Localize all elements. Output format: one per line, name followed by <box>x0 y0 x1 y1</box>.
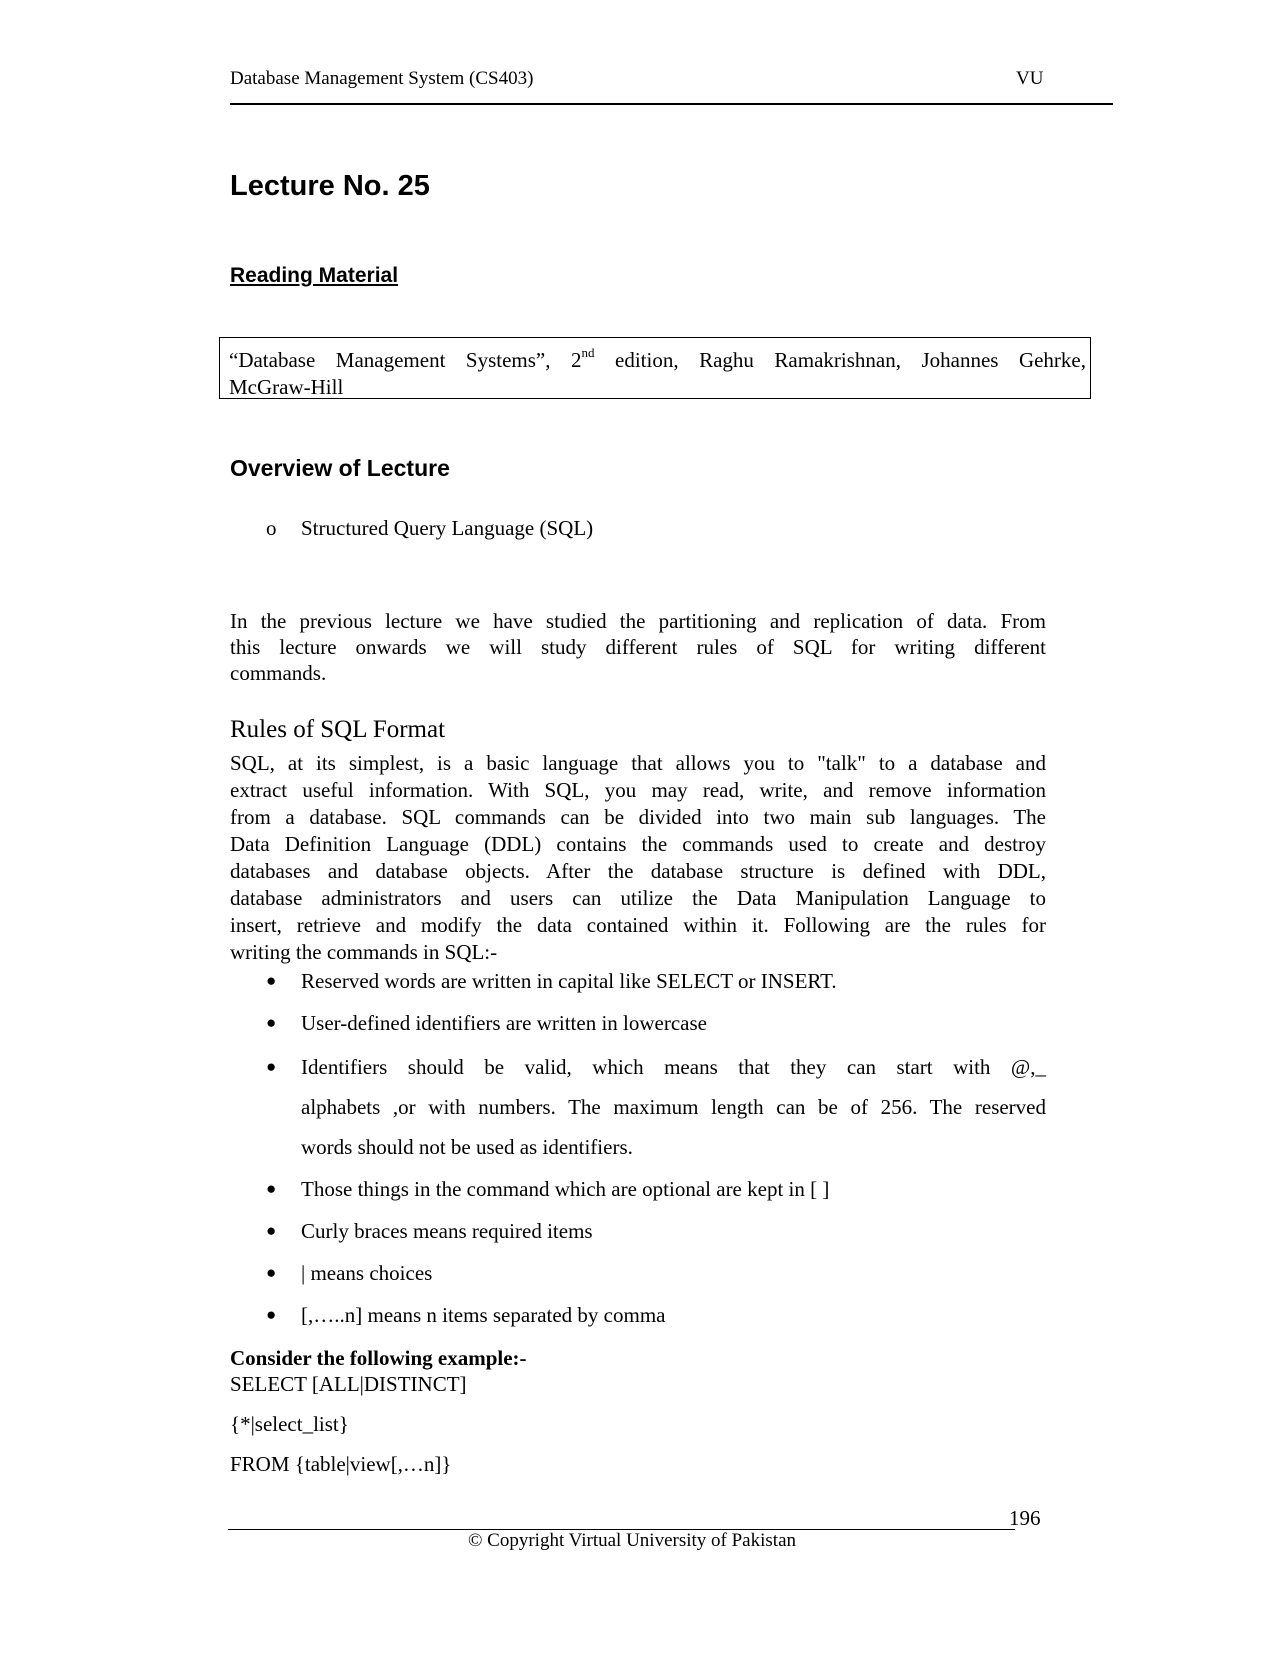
bullet-icon: ● <box>266 1263 277 1282</box>
rule-bullet: Curly braces means required items <box>301 1219 593 1243</box>
reference-superscript: nd <box>581 345 595 360</box>
rules-paragraph-line: Data Definition Language (DDL) contains the commands used to create and destroy <box>230 832 1046 856</box>
example-code-line: SELECT [ALL|DISTINCT] <box>230 1372 467 1396</box>
lecture-title: Lecture No. 25 <box>230 170 430 202</box>
bullet-icon: ● <box>266 971 277 990</box>
rules-paragraph-line: writing the commands in SQL:- <box>230 940 498 964</box>
rule-bullet: Identifiers should be valid, which means that they can start with @,_ <box>301 1055 1046 1079</box>
intro-line: In the previous lecture we have studied the partitioning and replication of data. From <box>230 609 1046 633</box>
rule-bullet: Those things in the command which are optional are kept in [ ] <box>301 1177 830 1201</box>
rules-heading: Rules of SQL Format <box>230 716 446 743</box>
example-heading: Consider the following example:- <box>230 1346 527 1370</box>
rules-paragraph-line: extract useful information. With SQL, you may read, write, and remove information <box>230 778 1046 802</box>
rule-bullet: [,…..n] means n items separated by comma <box>301 1303 666 1327</box>
intro-line: this lecture onwards we will study different rules of SQL for writing different <box>230 635 1046 659</box>
circle-bullet-icon: o <box>266 516 277 540</box>
rule-bullet: Reserved words are written in capital like SELECT or INSERT. <box>301 969 837 993</box>
reading-material-heading: Reading Material <box>230 264 399 287</box>
rules-paragraph-line: insert, retrieve and modify the data contained within it. Following are the rules for <box>230 913 1046 937</box>
page-number: 196 <box>1009 1506 1041 1530</box>
rule-bullet-continuation: words should not be used as identifiers. <box>301 1135 633 1159</box>
header-institution: VU <box>1016 68 1044 89</box>
example-code-line: {*|select_list} <box>230 1412 349 1436</box>
rule-bullet: | means choices <box>301 1261 433 1285</box>
bullet-icon: ● <box>266 1221 277 1240</box>
bullet-icon: ● <box>266 1013 277 1032</box>
header-rule <box>230 103 1113 105</box>
rule-bullet-continuation: alphabets ,or with numbers. The maximum length can be of 256. The reserved <box>301 1095 1046 1119</box>
reference-line-2: McGraw-Hill <box>229 375 344 399</box>
intro-line: commands. <box>230 661 327 685</box>
rules-paragraph-line: from a database. SQL commands can be divided into two main sub languages. The <box>230 805 1046 829</box>
bullet-icon: ● <box>266 1305 277 1324</box>
rules-paragraph-line: SQL, at its simplest, is a basic language that allows you to "talk" to a database and <box>230 751 1046 775</box>
rules-paragraph-line: databases and database objects. After the database structure is defined with DDL, <box>230 859 1046 883</box>
copyright-notice: © Copyright Virtual University of Pakistan <box>468 1530 797 1551</box>
bullet-icon: ● <box>266 1179 277 1198</box>
overview-heading: Overview of Lecture <box>230 455 450 481</box>
overview-item: Structured Query Language (SQL) <box>301 516 594 540</box>
bullet-icon: ● <box>266 1057 277 1076</box>
reference-prefix: “Database Management Systems”, 2 <box>229 348 582 372</box>
reference-line-1 <box>229 345 1086 373</box>
header-course: Database Management System (CS403) <box>230 68 534 89</box>
example-code-line: FROM {table|view[,…n]} <box>230 1452 452 1476</box>
rule-bullet: User-defined identifiers are written in lowercase <box>301 1011 707 1035</box>
reference-suffix: edition, Raghu Ramakrishnan, Johannes Gehrke, <box>594 348 1086 372</box>
rules-paragraph-line: database administrators and users can utilize the Data Manipulation Language to <box>230 886 1046 910</box>
